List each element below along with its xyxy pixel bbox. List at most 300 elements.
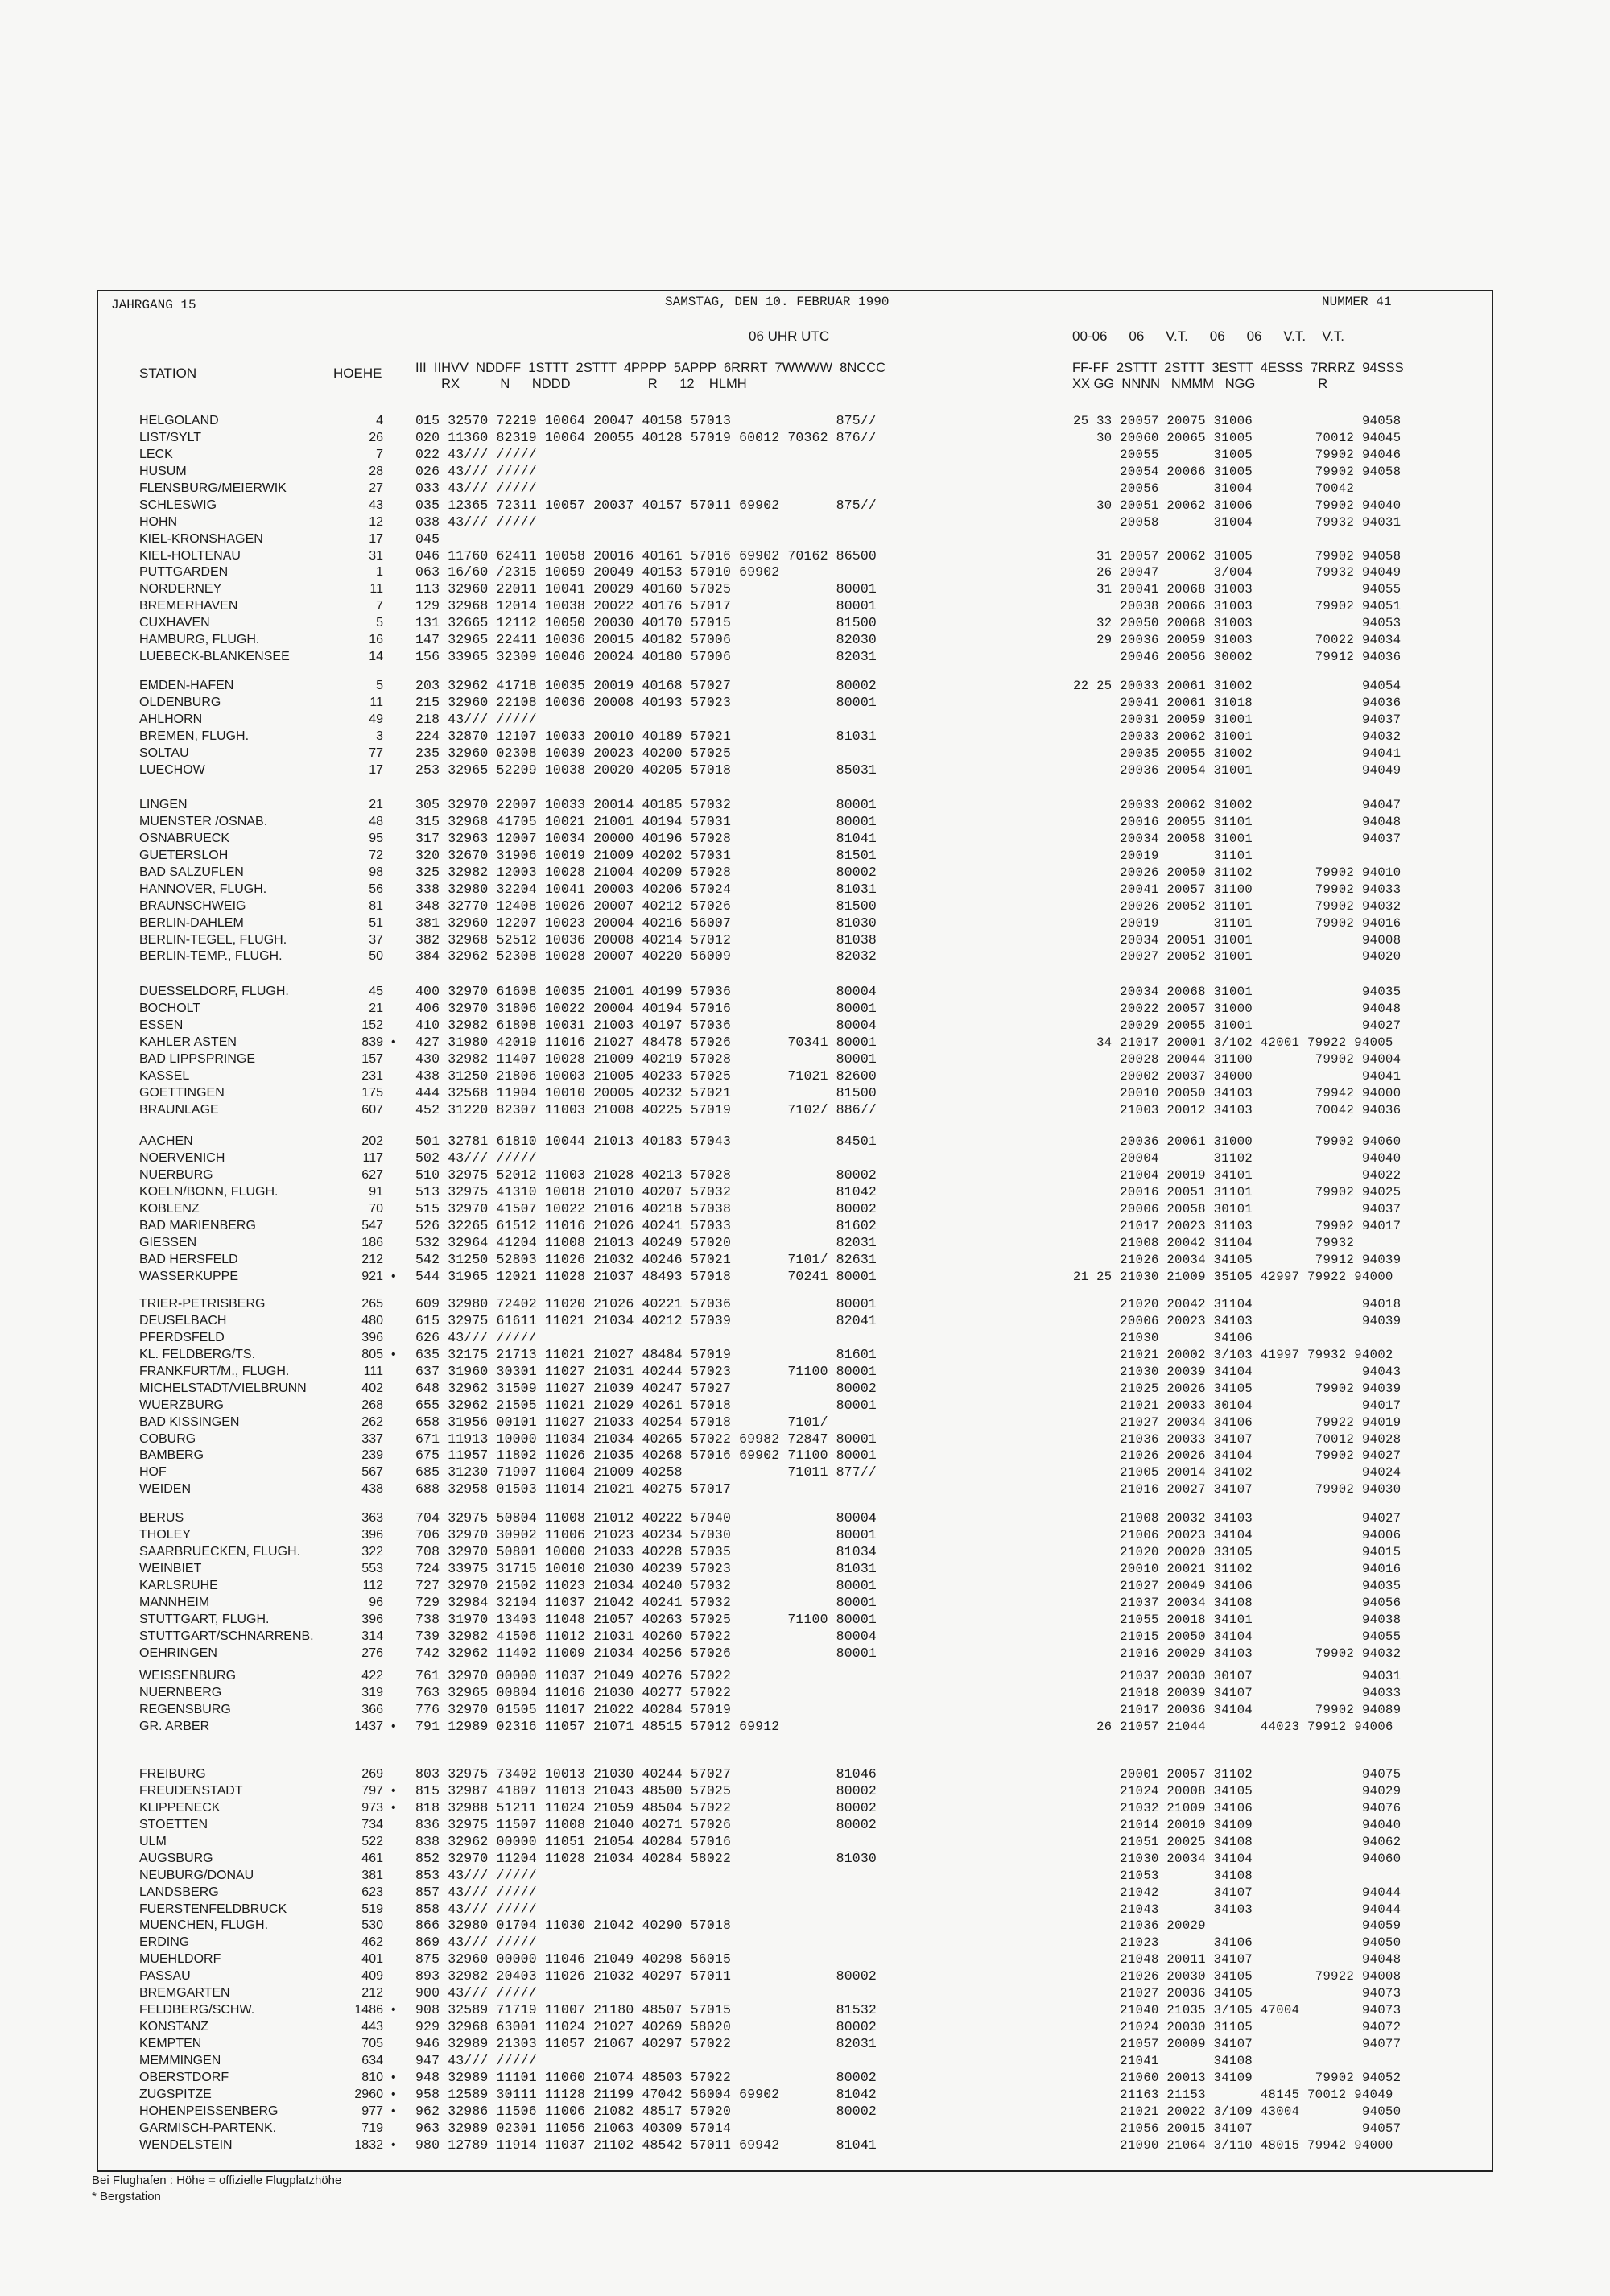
station-name: KL. FELDBERG/TS. <box>139 1347 256 1361</box>
station-hoehe: 12 <box>369 514 383 529</box>
synop-code-row: 510 32975 52012 11003 21028 40213 57028 80002 <box>415 1167 877 1183</box>
station-hoehe: 28 <box>369 464 383 478</box>
station-hoehe: 2960 <box>354 2087 383 2101</box>
synop-code-row: 315 32968 41705 10021 21001 40194 57031 80001 <box>415 813 877 829</box>
station-name: FLENSBURG/MEIERWIK <box>139 481 287 495</box>
synop-code-row: 033 43/// ///// <box>415 480 537 496</box>
extra-code-row: 21023 34106 94050 <box>1073 1935 1402 1951</box>
bergstation-mark <box>391 1447 396 1464</box>
hoehe-column <box>340 1510 383 1662</box>
station-hoehe: 480 <box>361 1313 383 1328</box>
extra-code-row: 21057 20009 34107 94077 <box>1073 2037 1402 2051</box>
bergstation-mark <box>391 1951 396 1968</box>
station-name: WUERZBURG <box>139 1398 224 1412</box>
station-hoehe: 51 <box>369 915 383 930</box>
extra-code-row: 21090 21064 3/110 48015 79942 94000 <box>1073 2137 1393 2153</box>
extra-code-row: 20034 20068 31001 94035 <box>1073 985 1402 999</box>
extra-code-row: 21037 20030 30107 94031 <box>1073 1669 1402 1683</box>
bergstation-mark: • <box>391 2087 396 2101</box>
station-name: BERLIN-TEMP., FLUGH. <box>139 949 283 964</box>
station-hoehe: 1486 <box>354 2003 383 2017</box>
station-hoehe: 276 <box>361 1646 383 1660</box>
bergstation-mark <box>391 1885 396 1902</box>
station-hoehe: 719 <box>361 2120 383 2135</box>
synop-code-row: 671 11913 10000 11034 21034 40265 57022 69982 72847 80001 <box>415 1431 877 1447</box>
extra-code-row: 20016 20051 31101 79902 94025 <box>1073 1184 1402 1200</box>
station-name: BAD KISSINGEN <box>139 1414 240 1429</box>
station-hoehe: 112 <box>362 1578 383 1592</box>
extra-code-row: 29 20036 20059 31003 70022 94034 <box>1073 633 1402 648</box>
extra-code-row: 21027 20049 34106 94035 <box>1073 1578 1402 1593</box>
synop-code-row: 045 <box>415 531 440 547</box>
station-hoehe: 5 <box>376 679 383 692</box>
station-name: HAMBURG, FLUGH. <box>139 633 260 647</box>
station-name: THOLEY <box>139 1527 192 1542</box>
extra-code-row: 20055 31005 79902 94046 <box>1073 447 1402 462</box>
synop-code-row: 381 32960 12207 10023 20004 40216 56007 81030 <box>415 915 877 931</box>
bergstation-mark <box>391 1018 396 1034</box>
bergstation-mark <box>391 1184 396 1201</box>
station-name: COBURG <box>139 1431 196 1446</box>
synop-code-row: 427 31980 42019 11016 21027 48478 57026 70341 80001 <box>415 1034 877 1050</box>
synop-code-row: 400 32970 61608 10035 21001 40199 57036 80004 <box>415 984 877 999</box>
synop-code-row: 515 32970 41507 10022 21016 40218 57038 80002 <box>415 1200 877 1216</box>
station-name: PFERDSFELD <box>139 1330 225 1344</box>
synop-code-row: 958 12589 30111 11128 21199 47042 56004 69902 81042 <box>415 2086 877 2102</box>
extra-code-row: 20004 31102 94040 <box>1073 1150 1402 1166</box>
station-hoehe: 623 <box>361 1885 383 1899</box>
codes-column <box>415 797 877 965</box>
synop-code-row: 015 32570 72219 10064 20047 40158 57013 875// <box>415 413 877 428</box>
station-name: STOETTEN <box>139 1817 208 1831</box>
extra-code-row: 20054 20066 31005 79902 94058 <box>1073 464 1402 479</box>
synop-code-row: 980 12789 11914 11037 21102 48542 57011 69942 81041 <box>415 2137 877 2153</box>
bergstation-mark: • <box>391 2003 396 2017</box>
station-name: PASSAU <box>139 1969 191 1984</box>
station-hoehe: 96 <box>369 1595 383 1609</box>
extra-code-row: 20016 20055 31101 94048 <box>1073 814 1402 829</box>
hoehe-column <box>340 413 383 666</box>
station-name-column <box>139 1134 278 1285</box>
synop-code-row: 215 32960 22108 10036 20008 40193 57023 80001 <box>415 694 877 710</box>
nummer-label: NUMMER 41 <box>1322 295 1392 309</box>
right-codes-column <box>1073 413 1401 666</box>
bergstation-mark-column <box>391 1296 396 1498</box>
footnote-airport: Bei Flughafen : Höhe = offizielle Flugplatzhöhe <box>92 2174 342 2187</box>
station-hoehe: 212 <box>361 1986 383 2001</box>
station-hoehe: 547 <box>361 1218 383 1233</box>
station-hoehe: 202 <box>361 1134 383 1148</box>
station-name: MUEHLDORF <box>139 1952 221 1967</box>
station-name: KEMPTEN <box>139 2037 202 2050</box>
bergstation-mark <box>391 1702 396 1719</box>
station-hoehe: 1 <box>376 565 383 580</box>
station-name: OSNABRUECK <box>139 831 230 845</box>
station-name: ZUGSPITZE <box>139 2087 212 2101</box>
synop-code-row: 452 31220 82307 11003 21008 40225 57019 7102/ 886// <box>415 1101 877 1117</box>
station-hoehe: 56 <box>369 882 383 896</box>
station-name: ERDING <box>139 1935 190 1950</box>
station-hoehe: 319 <box>361 1685 383 1699</box>
extra-code-row: 20010 20021 31102 94016 <box>1073 1561 1402 1576</box>
synop-code-row: 626 43/// ///// <box>415 1329 537 1345</box>
station-hoehe: 17 <box>369 762 383 777</box>
extra-code-row: 21036 20029 94059 <box>1073 1918 1402 1934</box>
station-hoehe: 805 <box>361 1347 383 1361</box>
station-name: HANNOVER, FLUGH. <box>139 882 267 896</box>
station-name: SOLTAU <box>139 745 189 760</box>
extra-code-row: 20027 20052 31001 94020 <box>1073 949 1402 964</box>
station-name: BOCHOLT <box>139 1001 201 1015</box>
extra-code-row: 20033 20062 31001 94032 <box>1073 729 1402 744</box>
station-name: MEMMINGEN <box>139 2053 221 2067</box>
bergstation-mark <box>391 1235 396 1252</box>
station-name: AUGSBURG <box>139 1851 213 1865</box>
station-name: STUTTGART, FLUGH. <box>139 1612 270 1626</box>
station-hoehe: 91 <box>369 1184 383 1199</box>
station-hoehe: 3 <box>376 729 383 743</box>
synop-code-row: 761 32970 00000 11037 21049 40276 57022 <box>415 1668 732 1683</box>
bergstation-mark <box>391 1851 396 1868</box>
station-name: AHLHORN <box>139 712 203 726</box>
station-hoehe: 519 <box>361 1902 383 1916</box>
station-hoehe: 157 <box>361 1051 383 1066</box>
hoehe-column <box>340 797 383 965</box>
station-hoehe: 1437 <box>354 1719 383 1733</box>
extra-code-row: 21056 20015 34107 94057 <box>1073 2120 1402 2136</box>
station-hoehe: 48 <box>369 814 383 828</box>
synop-code-row: 947 43/// ///// <box>415 2052 537 2068</box>
synop-code-row: 946 32989 21303 11057 21067 40297 57022 82031 <box>415 2036 877 2051</box>
extra-code-row: 20036 20061 31000 79902 94060 <box>1073 1134 1402 1149</box>
bergstation-mark: • <box>391 1719 396 1733</box>
synop-code-row: 253 32965 52209 10038 20020 40205 57018 85031 <box>415 762 877 778</box>
codes-column <box>415 1134 877 1285</box>
bergstation-mark <box>391 1668 396 1685</box>
station-name: NUERBURG <box>139 1167 213 1182</box>
station-hoehe: 461 <box>361 1851 383 1865</box>
station-name: KONSTANZ <box>139 2020 208 2034</box>
synop-code-row: 708 32970 50801 10000 21033 40228 57035 81034 <box>415 1543 877 1559</box>
station-hoehe: 81 <box>369 898 383 913</box>
bergstation-mark <box>391 1414 396 1431</box>
right-codes-column <box>1073 678 1401 779</box>
station-name: BREMERHAVEN <box>139 599 238 613</box>
synop-code-row: 875 32960 00000 11046 21049 40298 56015 <box>415 1951 732 1968</box>
station-hoehe: 98 <box>369 865 383 879</box>
synop-code-row: 729 32984 32104 11037 21042 40241 57032 80001 <box>415 1594 877 1610</box>
extra-code-row: 21016 20027 34107 79902 94030 <box>1073 1482 1402 1497</box>
right-codes-column <box>1073 1766 1401 2154</box>
synop-code-row: 685 31230 71907 11004 21009 40258 71011 877// <box>415 1464 877 1480</box>
extra-code-row: 21 25 21030 21009 35105 42997 79922 94000 <box>1073 1269 1393 1284</box>
synop-code-row: 444 32568 11904 10010 20005 40232 57021 81500 <box>415 1084 877 1101</box>
synop-code-row: 866 32980 01704 11030 21042 40290 57018 <box>415 1918 732 1934</box>
synop-code-row: 063 16/60 /2315 10059 20049 40153 57010 69902 <box>415 564 780 580</box>
station-hoehe: 322 <box>361 1544 383 1559</box>
station-name: GIESSEN <box>139 1235 197 1249</box>
right-codes-column <box>1073 1668 1401 1736</box>
station-hoehe: 381 <box>361 1868 383 1882</box>
station-name: LANDSBERG <box>139 1885 219 1899</box>
station-hoehe: 11 <box>369 695 383 709</box>
extra-code-row: 21043 34103 94044 <box>1073 1902 1402 1917</box>
station-name: BAD LIPPSPRINGE <box>139 1051 256 1066</box>
hoehe-column <box>340 984 383 1119</box>
extra-code-row: 25 33 20057 20075 31006 94058 <box>1073 414 1402 428</box>
synop-code-row: 658 31956 00101 11027 21033 40254 57018 7101/ <box>415 1414 828 1430</box>
station-name: CUXHAVEN <box>139 616 210 630</box>
extra-code-row <box>1073 531 1401 548</box>
extra-code-row: 20029 20055 31001 94027 <box>1073 1018 1402 1033</box>
hoehe-column <box>340 1668 383 1736</box>
synop-code-row: 853 43/// ///// <box>415 1867 537 1883</box>
station-name: GOETTINGEN <box>139 1085 225 1100</box>
station-hoehe: 16 <box>369 633 383 647</box>
station-hoehe: 396 <box>361 1330 383 1344</box>
station-name: FELDBERG/SCHW. <box>139 2003 255 2017</box>
extra-code-row: 20010 20050 34103 79942 94000 <box>1073 1085 1402 1101</box>
station-name: KIEL-HOLTENAU <box>139 548 241 563</box>
station-name: KARLSRUHE <box>139 1578 218 1592</box>
bergstation-mark-column <box>391 1668 396 1736</box>
station-name: MANNHEIM <box>139 1595 210 1609</box>
station-name-column <box>139 1296 307 1498</box>
extra-code-row: 21017 20036 34104 79902 94089 <box>1073 1702 1402 1717</box>
synop-code-row: 022 43/// ///// <box>415 446 537 462</box>
bergstation-mark <box>391 1868 396 1885</box>
synop-code-row: 818 32988 51211 11024 21059 48504 57022 80002 <box>415 1799 877 1815</box>
station-name: MUENCHEN, FLUGH. <box>139 1918 269 1933</box>
bergstation-mark: • <box>391 1800 396 1815</box>
station-hoehe: 409 <box>361 1969 383 1984</box>
bergstation-mark <box>391 1481 396 1498</box>
station-column-header: STATION <box>139 365 197 381</box>
station-hoehe: 634 <box>361 2053 383 2067</box>
station-hoehe: 705 <box>361 2037 383 2050</box>
bergstation-mark: • <box>391 1269 396 1283</box>
station-name: TRIER-PETRISBERG <box>139 1297 266 1311</box>
station-hoehe: 921 <box>361 1269 383 1283</box>
station-hoehe: 95 <box>369 831 383 845</box>
station-hoehe: 462 <box>361 1935 383 1950</box>
station-name: FREIBURG <box>139 1767 206 1781</box>
station-hoehe: 366 <box>361 1702 383 1716</box>
synop-code-row: 739 32982 41506 11012 21031 40260 57022 80004 <box>415 1628 877 1644</box>
station-hoehe: 5 <box>376 616 383 630</box>
extra-code-row: 21021 20002 3/103 41997 79932 94002 <box>1073 1347 1393 1362</box>
synop-code-row: 858 43/// ///// <box>415 1901 537 1917</box>
station-name: STUTTGART/SCHNARRENB. <box>139 1629 314 1643</box>
station-hoehe: 797 <box>361 1783 383 1798</box>
station-name: AACHEN <box>139 1134 193 1148</box>
station-hoehe: 4 <box>376 414 383 427</box>
extra-code-row: 21016 20029 34103 79902 94032 <box>1073 1646 1402 1661</box>
extra-code-row: 26 21057 21044 44023 79912 94006 <box>1073 1719 1393 1734</box>
bergstation-mark <box>391 1685 396 1702</box>
synop-code-row: 962 32986 11506 11006 21082 48517 57020 80002 <box>415 2103 877 2119</box>
bergstation-mark <box>391 1935 396 1951</box>
extra-code-row: 21055 20018 34101 94038 <box>1073 1612 1402 1627</box>
extra-code-row: 21021 20033 30104 94017 <box>1073 1398 1402 1413</box>
station-name: ULM <box>139 1834 167 1848</box>
hoehe-column <box>340 1296 383 1498</box>
codes-column <box>415 413 877 666</box>
bergstation-mark <box>391 1201 396 1218</box>
codes-column <box>415 678 877 779</box>
station-name: PUTTGARDEN <box>139 565 229 580</box>
synop-code-row: 637 31960 30301 11027 21031 40244 57023 71100 80001 <box>415 1363 877 1379</box>
extra-code-row: 30 20051 20062 31006 79902 94040 <box>1073 498 1402 513</box>
station-hoehe: 839 <box>361 1034 383 1049</box>
hoehe-column-header: HOEHE <box>333 365 382 381</box>
synop-code-row: 857 43/// ///// <box>415 1884 537 1900</box>
station-name: OEHRINGEN <box>139 1646 217 1660</box>
extra-code-row: 21015 20050 34104 94055 <box>1073 1629 1402 1644</box>
synop-code-row: 438 31250 21806 10003 21005 40233 57025 71021 82600 <box>415 1067 877 1084</box>
station-name: HOHENPEISSENBERG <box>139 2104 279 2118</box>
bergstation-mark <box>391 1296 396 1313</box>
station-hoehe: 530 <box>361 1918 383 1933</box>
synop-code-row: 038 43/// ///// <box>415 514 537 530</box>
synop-code-row: 325 32982 12003 10028 21004 40209 57028 80002 <box>415 864 877 880</box>
station-name: SAARBRUECKEN, FLUGH. <box>139 1544 301 1559</box>
bergstation-mark <box>391 1167 396 1184</box>
bergstation-mark <box>391 2053 396 2070</box>
bergstation-mark <box>391 1834 396 1851</box>
station-hoehe: 522 <box>361 1834 383 1848</box>
bergstation-mark <box>391 1102 396 1119</box>
station-name: LUEBECK-BLANKENSEE <box>139 650 290 664</box>
station-name: BERLIN-DAHLEM <box>139 915 244 930</box>
codes-column <box>415 1510 877 1662</box>
station-hoehe: 734 <box>361 1817 383 1831</box>
bergstation-mark: • <box>391 2137 396 2152</box>
station-hoehe: 21 <box>369 1001 383 1015</box>
synop-code-row: 320 32670 31906 10019 21009 40202 57031 81501 <box>415 847 877 863</box>
station-name: BAD HERSFELD <box>139 1252 238 1266</box>
synop-code-row: 738 31970 13403 11048 21057 40263 57025 71100 80001 <box>415 1611 877 1627</box>
station-name-column <box>139 797 287 965</box>
station-name: LIST/SYLT <box>139 430 202 444</box>
hoehe-column <box>340 1134 383 1285</box>
synop-code-row: 655 32962 21505 11021 21029 40261 57018 80001 <box>415 1397 877 1413</box>
station-name: MUENSTER /OSNAB. <box>139 814 268 828</box>
synop-code-row: 046 11760 62411 10058 20016 40161 57016 69902 70162 86500 <box>415 547 877 564</box>
station-hoehe: 627 <box>361 1167 383 1182</box>
extra-code-row: 20006 20023 34103 94039 <box>1073 1313 1402 1328</box>
jahrgang-label: JAHRGANG 15 <box>111 298 196 312</box>
station-hoehe: 262 <box>361 1414 383 1429</box>
station-name: BERUS <box>139 1511 184 1525</box>
bergstation-mark <box>391 1001 396 1018</box>
station-hoehe: 186 <box>361 1235 383 1249</box>
extra-code-row: 21030 20034 34104 94060 <box>1073 1851 1402 1866</box>
station-name-column <box>139 1668 236 1736</box>
bergstation-mark <box>391 1398 396 1414</box>
extra-code-row: 20002 20037 34000 94041 <box>1073 1068 1402 1084</box>
station-name: HELGOLAND <box>139 414 219 427</box>
bergstation-mark <box>391 1985 396 2002</box>
extra-code-row: 20001 20057 31102 94075 <box>1073 1767 1402 1782</box>
extra-code-row: 20041 20061 31018 94036 <box>1073 695 1402 710</box>
bergstation-mark <box>391 1313 396 1330</box>
synop-code-row: 026 43/// ///// <box>415 463 537 479</box>
station-hoehe: 231 <box>361 1068 383 1083</box>
station-hoehe: 401 <box>361 1952 383 1967</box>
station-hoehe: 363 <box>361 1511 383 1525</box>
synop-code-row: 382 32968 52512 10036 20008 40214 57012 81038 <box>415 931 877 948</box>
extra-code-row: 20026 20050 31102 79902 94010 <box>1073 865 1402 880</box>
extra-code-row: 21060 20013 34109 79902 94052 <box>1073 2070 1402 2085</box>
extra-code-row: 21030 34106 <box>1073 1330 1253 1345</box>
bergstation-mark <box>391 1364 396 1381</box>
synop-code-row: 675 11957 11802 11026 21035 40268 57016 69902 71100 80001 <box>415 1447 877 1464</box>
station-hoehe: 438 <box>361 1482 383 1497</box>
station-hoehe: 977 <box>361 2104 383 2118</box>
extra-code-row: 20028 20044 31100 79902 94004 <box>1073 1051 1402 1067</box>
station-hoehe: 973 <box>361 1800 383 1815</box>
station-name: LINGEN <box>139 798 188 811</box>
station-name: GARMISCH-PARTENK. <box>139 2120 277 2135</box>
synop-code-row: 203 32962 41718 10035 20019 40168 57027 80002 <box>415 678 877 693</box>
station-hoehe: 7 <box>376 447 383 461</box>
extra-code-row: 21030 20039 34104 94043 <box>1073 1364 1402 1379</box>
station-hoehe: 422 <box>361 1669 383 1683</box>
extra-code-row: 20031 20059 31001 94037 <box>1073 712 1402 727</box>
extra-code-row: 21027 20036 34105 94073 <box>1073 1986 1402 2001</box>
extra-code-row: 21048 20011 34107 94048 <box>1073 1952 1402 1968</box>
synop-code-row: 131 32665 12112 10050 20030 40170 57015 81500 <box>415 615 877 631</box>
date-label: SAMSTAG, DEN 10. FEBRUAR 1990 <box>665 295 890 309</box>
bergstation-mark <box>391 1218 396 1235</box>
codes-column <box>415 1766 877 2154</box>
synop-code-row: 609 32980 72402 11020 21026 40221 57036 80001 <box>415 1296 877 1311</box>
station-name: WEISSENBURG <box>139 1669 237 1683</box>
time-label: 06 UHR UTC <box>749 328 830 344</box>
bergstation-mark <box>391 1134 396 1150</box>
extra-code-row: 30 20060 20065 31005 70012 94045 <box>1073 430 1402 445</box>
station-name: BAMBERG <box>139 1448 204 1463</box>
extra-code-row: 26 20047 3/004 79932 94049 <box>1073 565 1402 580</box>
extra-code-row: 22 25 20033 20061 31002 94054 <box>1073 679 1402 693</box>
station-name: HOF <box>139 1465 167 1480</box>
synop-code-row: 948 32989 11101 11060 21074 48503 57022 80002 <box>415 2069 877 2085</box>
extra-code-row: 21025 20026 34105 79902 94039 <box>1073 1381 1402 1396</box>
station-name: WENDELSTEIN <box>139 2137 233 2152</box>
right-codes-column <box>1073 797 1401 965</box>
extra-code-row: 21008 20032 34103 94027 <box>1073 1511 1402 1526</box>
extra-code-row: 21026 20026 34104 79902 94027 <box>1073 1448 1402 1464</box>
station-name-column <box>139 413 290 666</box>
synop-code-row: 501 32781 61810 10044 21013 40183 57043 84501 <box>415 1134 877 1149</box>
station-hoehe: 265 <box>361 1297 383 1311</box>
synop-code-row: 544 31965 12021 11028 21037 48493 57018 70241 80001 <box>415 1268 877 1284</box>
extra-code-row: 20006 20058 30101 94037 <box>1073 1201 1402 1216</box>
station-hoehe: 31 <box>369 548 383 563</box>
station-hoehe: 443 <box>361 2020 383 2034</box>
station-name-column <box>139 1766 287 2154</box>
station-hoehe: 117 <box>362 1150 383 1165</box>
synop-code-row: 384 32962 52308 10028 20007 40220 56009 82032 <box>415 948 877 964</box>
station-hoehe: 1832 <box>354 2137 383 2152</box>
synop-code-row: 129 32968 12014 10038 20022 40176 57017 80001 <box>415 598 877 614</box>
station-name: HOHN <box>139 514 178 529</box>
synop-code-row: 513 32975 41310 10018 21010 40207 57032 81042 <box>415 1183 877 1200</box>
synop-code-row: 526 32265 61512 11016 21026 40241 57033 81602 <box>415 1217 877 1233</box>
station-name: REGENSBURG <box>139 1702 231 1716</box>
extra-code-row: 20041 20057 31100 79902 94033 <box>1073 882 1402 897</box>
